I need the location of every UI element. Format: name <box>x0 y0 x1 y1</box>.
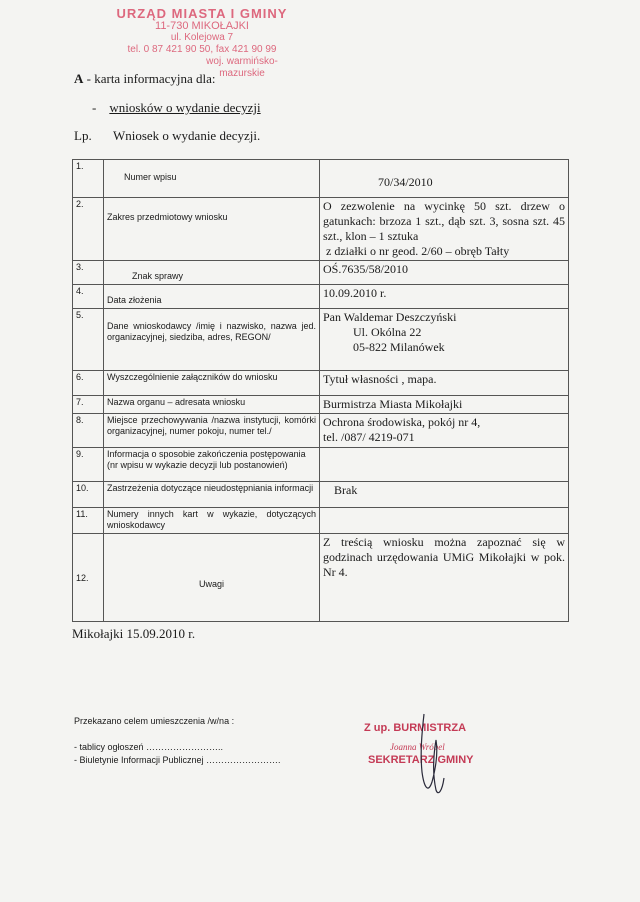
row-value: Pan Waldemar Deszczyński <box>323 310 457 324</box>
row-value: O zezwolenie na wycinkę 50 szt. drzew o gatunkach: brzoza 1 szt., dąb szt. 3, sosna szt. 45 szt., klon – 1 sztuka <box>323 199 565 243</box>
stamp-line-1: URZĄD MIASTA I GMINY <box>116 6 288 21</box>
table-row <box>73 414 569 448</box>
row-value-line-2: z działki o nr geod. 2/60 – obręb Tałty <box>326 244 510 258</box>
lp-title: Wniosek o wydanie decyzji. <box>112 128 261 143</box>
stamp-line-4: tel. 0 87 421 90 50, fax 421 90 99 <box>127 44 277 55</box>
row-label: Znak sprawy <box>104 261 320 285</box>
row-value: Brak <box>320 482 569 508</box>
handwritten-signature-icon <box>402 712 462 802</box>
row-value <box>320 448 569 482</box>
row-label: Zakres przedmiotowy wniosku <box>104 198 320 261</box>
row-label: Uwagi <box>104 534 320 622</box>
row-number: 2. <box>73 198 104 261</box>
row-label: Numer wpisu <box>104 160 320 198</box>
row-label: Informacja o sposobie zakończenia postępowania (nr wpisu w wykazie decyzji lub postanowień) <box>104 448 320 482</box>
subheading <box>92 100 261 116</box>
row-label: Wyszczególnienie załączników do wniosku <box>104 371 320 396</box>
lp-label: Lp. <box>74 128 92 143</box>
info-table <box>72 159 569 622</box>
row-value: 10.09.2010 r. <box>320 285 569 309</box>
table-row <box>73 534 569 622</box>
forwarded-label: Przekazano celem umieszczenia /w/na : <box>74 716 235 726</box>
row-label: Data złożenia <box>104 285 320 309</box>
row-number: 3. <box>73 261 104 285</box>
table-row <box>73 261 569 285</box>
row-number: 10. <box>73 482 104 508</box>
row-label: Dane wnioskodawcy /imię i nazwisko, nazwa jed. organizacyjnej, siedziba, adres, REGON/ <box>104 309 320 371</box>
table-row <box>73 448 569 482</box>
table-row <box>73 482 569 508</box>
row-value: Tytuł własności , mapa. <box>320 371 569 396</box>
row-number: 7. <box>73 396 104 414</box>
stamp-line-3: ul. Kolejowa 7 <box>170 32 234 43</box>
row-value-line-2: tel. /087/ 4219-071 <box>323 430 415 444</box>
signature-stamp-line-3: SEKRETARZ GMINY <box>368 754 474 766</box>
signature-stamp-line-1: Z up. BURMISTRZA <box>364 722 467 734</box>
stamp-line-5: woj. warmińsko-mazurskie <box>206 56 278 79</box>
row-number: 4. <box>73 285 104 309</box>
table-row <box>73 508 569 534</box>
row-value: Ochrona środowiska, pokój nr 4, <box>323 415 481 429</box>
row-value-line-2: Ul. Okólna 22 <box>353 325 422 339</box>
row-number: 1. <box>73 160 104 198</box>
signature-stamp-line-2: Joanna Wróbel <box>390 742 445 752</box>
row-number: 12. <box>73 534 104 622</box>
row-value: 70/34/2010 <box>320 160 569 198</box>
stamp-line-2: 11-730 MIKOŁAJKI <box>155 20 249 32</box>
table-row <box>73 285 569 309</box>
office-stamp <box>112 8 292 80</box>
row-value: Z treścią wniosku można zapoznać się w godzinach urzędowania UMiG Mikołajki w pok. Nr 4. <box>320 534 569 622</box>
row-value-line-3: 05-822 Milanówek <box>353 340 445 354</box>
card-heading <box>74 71 216 87</box>
row-value: Burmistrza Miasta Mikołajki <box>320 396 569 414</box>
row-number: 6. <box>73 371 104 396</box>
table-row <box>73 198 569 261</box>
notice-board-line: - tablicy ogłoszeń …………………….. <box>74 742 224 752</box>
row-number: 8. <box>73 414 104 448</box>
heading-prefix: A <box>74 71 84 86</box>
row-number: 9. <box>73 448 104 482</box>
row-value: OŚ.7635/58/2010 <box>320 261 569 285</box>
row-value-cell <box>320 414 569 448</box>
row-value <box>320 508 569 534</box>
bip-line: - Biuletynie Informacji Publicznej ……………………. <box>74 755 281 765</box>
table-row <box>73 396 569 414</box>
signature-stamp <box>364 712 494 802</box>
table-row <box>73 371 569 396</box>
row-label: Zastrzeżenia dotyczące nieudostępniania informacji <box>104 482 320 508</box>
row-label: Nazwa organu – adresata wniosku <box>104 396 320 414</box>
row-number: 11. <box>73 508 104 534</box>
subheading-bullet: - <box>92 100 97 115</box>
table-row <box>73 160 569 198</box>
row-label: Miejsce przechowywania /nazwa instytucji, komórki organizacyjnej, numer pokoju, numer tel./ <box>104 414 320 448</box>
row-number: 5. <box>73 309 104 371</box>
row-label: Numery innych kart w wykazie, dotyczących wnioskodawcy <box>104 508 320 534</box>
row-value-cell <box>320 309 569 371</box>
heading-text: - karta informacyjna dla: <box>86 71 216 86</box>
row-value-cell <box>320 198 569 261</box>
subheading-text: wniosków o wydanie decyzji <box>109 100 261 115</box>
place-date: Mikołajki 15.09.2010 r. <box>72 626 196 641</box>
table-row <box>73 309 569 371</box>
lp-header <box>74 128 260 144</box>
